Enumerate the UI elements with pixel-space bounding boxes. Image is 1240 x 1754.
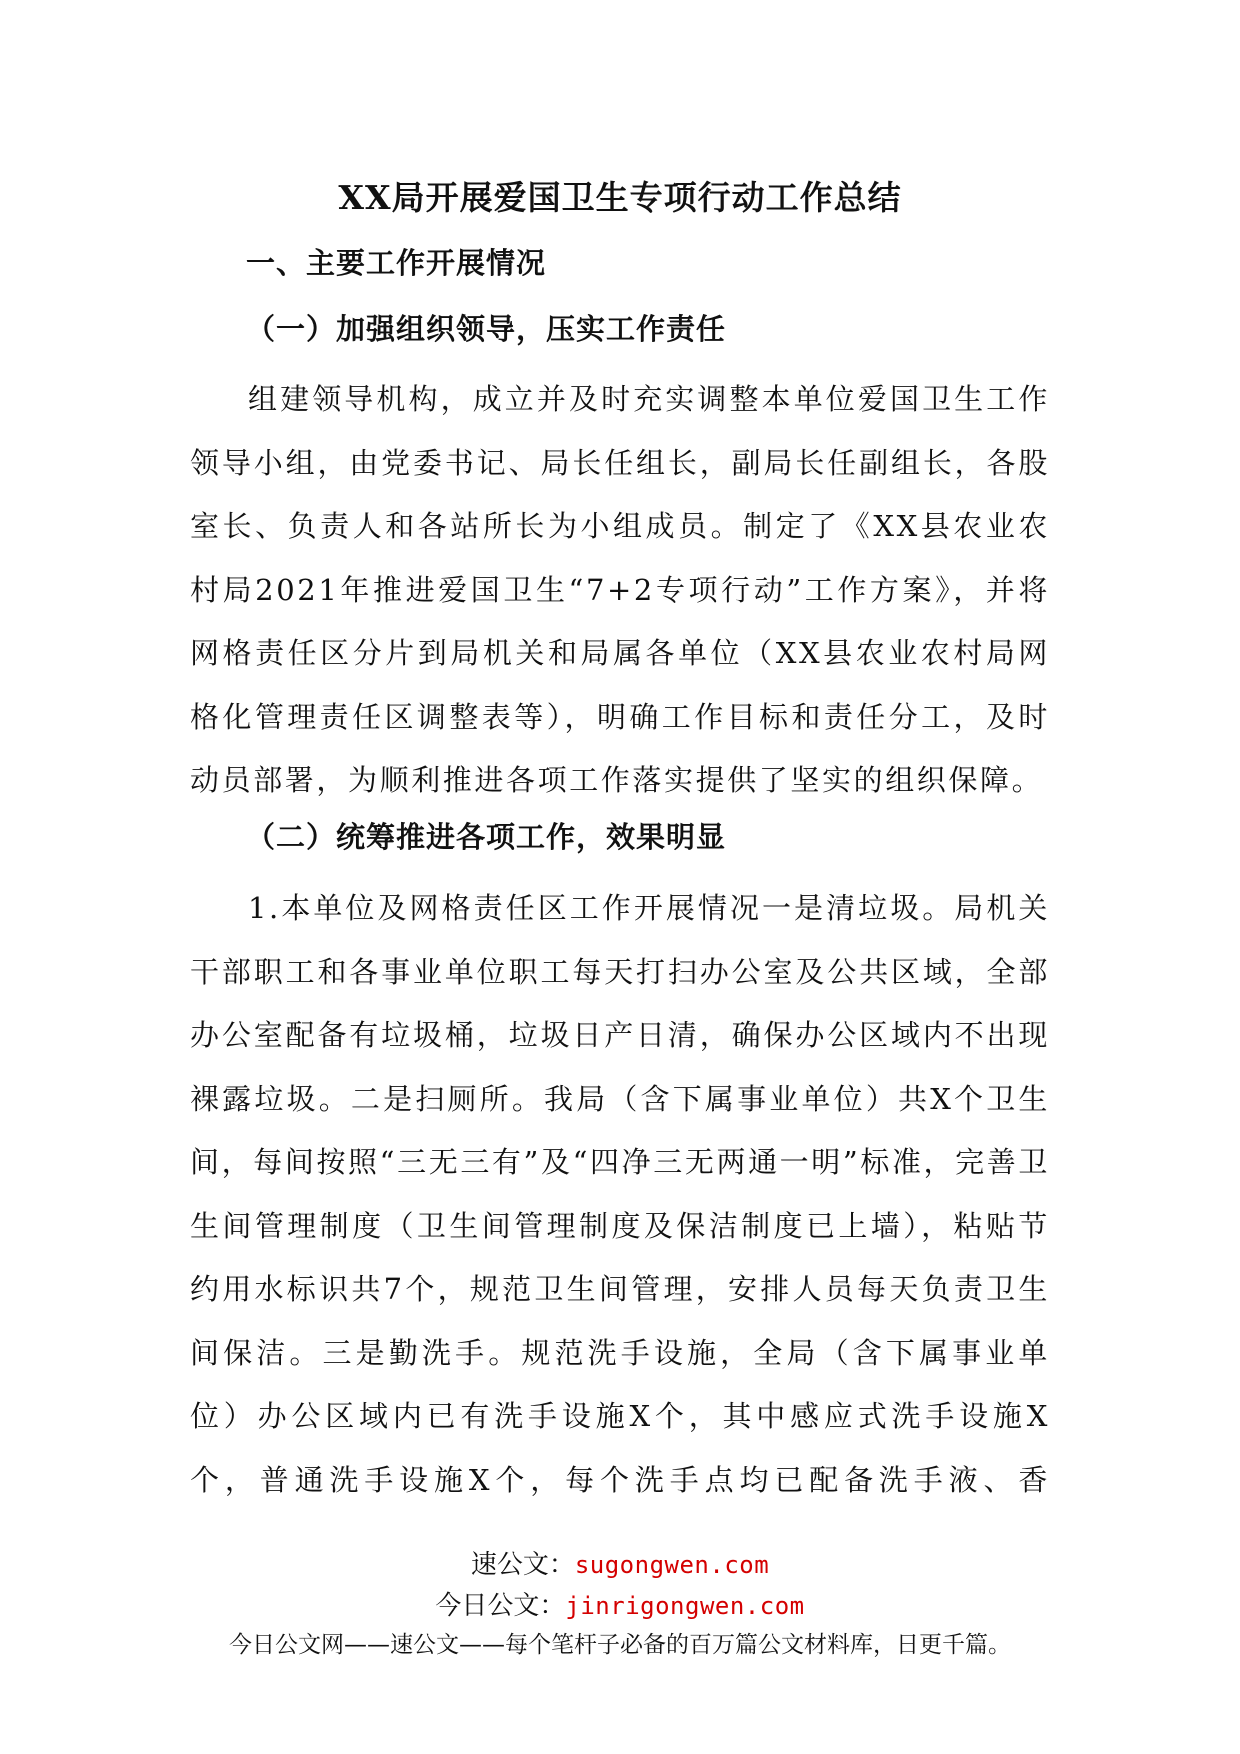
section-heading: 一、主要工作开展情况: [246, 246, 547, 280]
footer-slogan: 今日公文网——速公文——每个笔杆子必备的百万篇公文材料库，日更千篇。: [229, 1632, 1011, 1658]
footer-label-sugongwen: 速公文：: [470, 1550, 575, 1580]
footer-link-jinrigongwen[interactable]: jinrigongwen.com: [565, 1592, 805, 1620]
footer-link-sugongwen[interactable]: sugongwen.com: [574, 1551, 770, 1579]
footer-line-jinrigongwen: [0, 1588, 1240, 1624]
document-title: XX局开展爱国卫生专项行动工作总结: [338, 178, 902, 217]
footer-label-jinrigongwen: 今日公文：: [435, 1591, 566, 1621]
footer-line-sugongwen: [0, 1547, 1240, 1583]
body-paragraph-1: 组建领导机构，成立并及时充实调整本单位爱国卫生工作领导小组，由党委书记、局长任组长，副局长任副组长，各股室长、负责人和各站所长为小组成员。制定了《XX县农业农村局2021年推进爱国卫生“7+2专项行动”工作方案》，并将网格责任区分片到局机关和局属各单位（XX县农业农村局网格化管理责任区调整表等），明确工作目标和责任分工，及时动员部署，为顺利推进各项工作落实提供了坚实的组织保障。: [190, 382, 1050, 797]
subsection-heading-1: （一）加强组织领导，压实工作责任: [246, 312, 727, 346]
body-paragraph-2: 1.本单位及网格责任区工作开展情况一是清垃圾。局机关干部职工和各事业单位职工每天打扫办公室及公共区域，全部办公室配备有垃圾桶，垃圾日产日清，确保办公区域内不出现裸露垃圾。二是扫厕所。我局（含下属事业单位）共X个卫生间，每间按照“三无三有”及“四净三无两通一明”标准，完善卫生间管理制度（卫生间管理制度及保洁制度已上墙），粘贴节约用水标识共7个，规范卫生间管理，安排人员每天负责卫生间保洁。三是勤洗手。规范洗手设施，全局（含下属事业单位）办公区域内已有洗手设施X个，其中感应式洗手设施X个，普通洗手设施X个，每个洗手点均已配备洗手液、香: [190, 891, 1050, 1497]
subsection-heading-2: （二）统筹推进各项工作，效果明显: [246, 820, 727, 854]
